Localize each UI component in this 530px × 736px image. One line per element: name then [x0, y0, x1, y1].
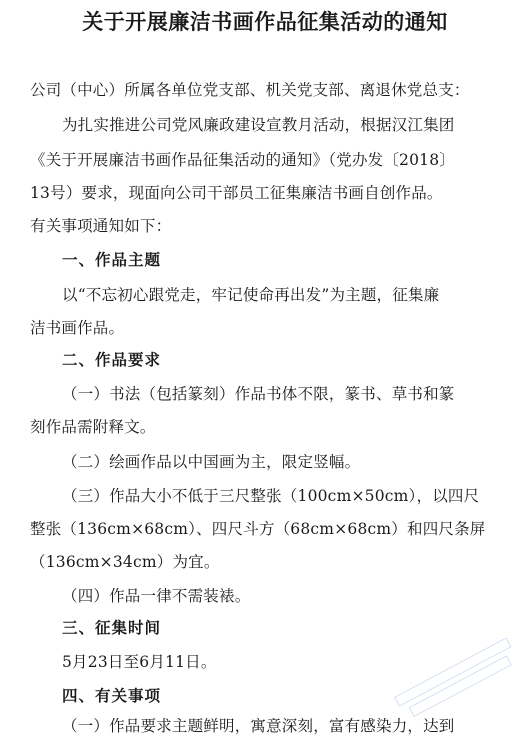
section-4-heading: 四、有关事项: [62, 686, 162, 705]
intro-line-1: 为扎实推进公司党风廉政建设宣教月活动，根据汉江集团: [62, 116, 455, 134]
section-1-line-2: 洁书画作品。: [30, 319, 125, 337]
section-3-line-1: 5月23日至6月11日。: [62, 653, 217, 671]
section-2-item-3-line-3: （136cm×34cm）为宜。: [30, 553, 220, 571]
watermark-graphic: [390, 632, 524, 728]
intro-line-3: 13号）要求，现面向公司干部员工征集廉洁书画自创作品。: [30, 184, 443, 202]
section-2-item-1-line-2: 刻作品需附释文。: [30, 418, 156, 436]
section-2-item-4-line-1: （四）作品一律不需装裱。: [62, 587, 251, 605]
intro-line-2: 《关于开展廉洁书画作品征集活动的通知》（党办发〔2018〕: [30, 151, 455, 169]
section-2-item-2-line-1: （二）绘画作品以中国画为主，限定竖幅。: [62, 453, 361, 471]
section-2-item-3-line-1: （三）作品大小不低于三尺整张（100cm×50cm），以四尺: [62, 487, 480, 505]
section-2-heading: 二、作品要求: [62, 350, 162, 369]
document-title: 关于开展廉洁书画作品征集活动的通知: [82, 9, 448, 34]
section-4-line-1: （一）作品要求主题鲜明，寓意深刻，富有感染力，达到: [62, 717, 455, 735]
section-1-heading: 一、作品主题: [62, 250, 162, 269]
section-1-line-1: 以“不忘初心跟党走，牢记使命再出发”为主题，征集廉: [62, 286, 440, 304]
addressee-line: 公司（中心）所属各单位党支部、机关党支部、离退休党总支：: [30, 81, 470, 99]
intro-line-4: 有关事项通知如下：: [30, 217, 172, 235]
section-3-heading: 三、征集时间: [62, 618, 162, 637]
section-2-item-1-line-1: （一）书法（包括篆刻）作品书体不限，篆书、草书和篆: [62, 385, 455, 403]
section-2-item-3-line-2: 整张（136cm×68cm）、四尺斗方（68cm×68cm）和四尺条屏: [30, 520, 486, 538]
